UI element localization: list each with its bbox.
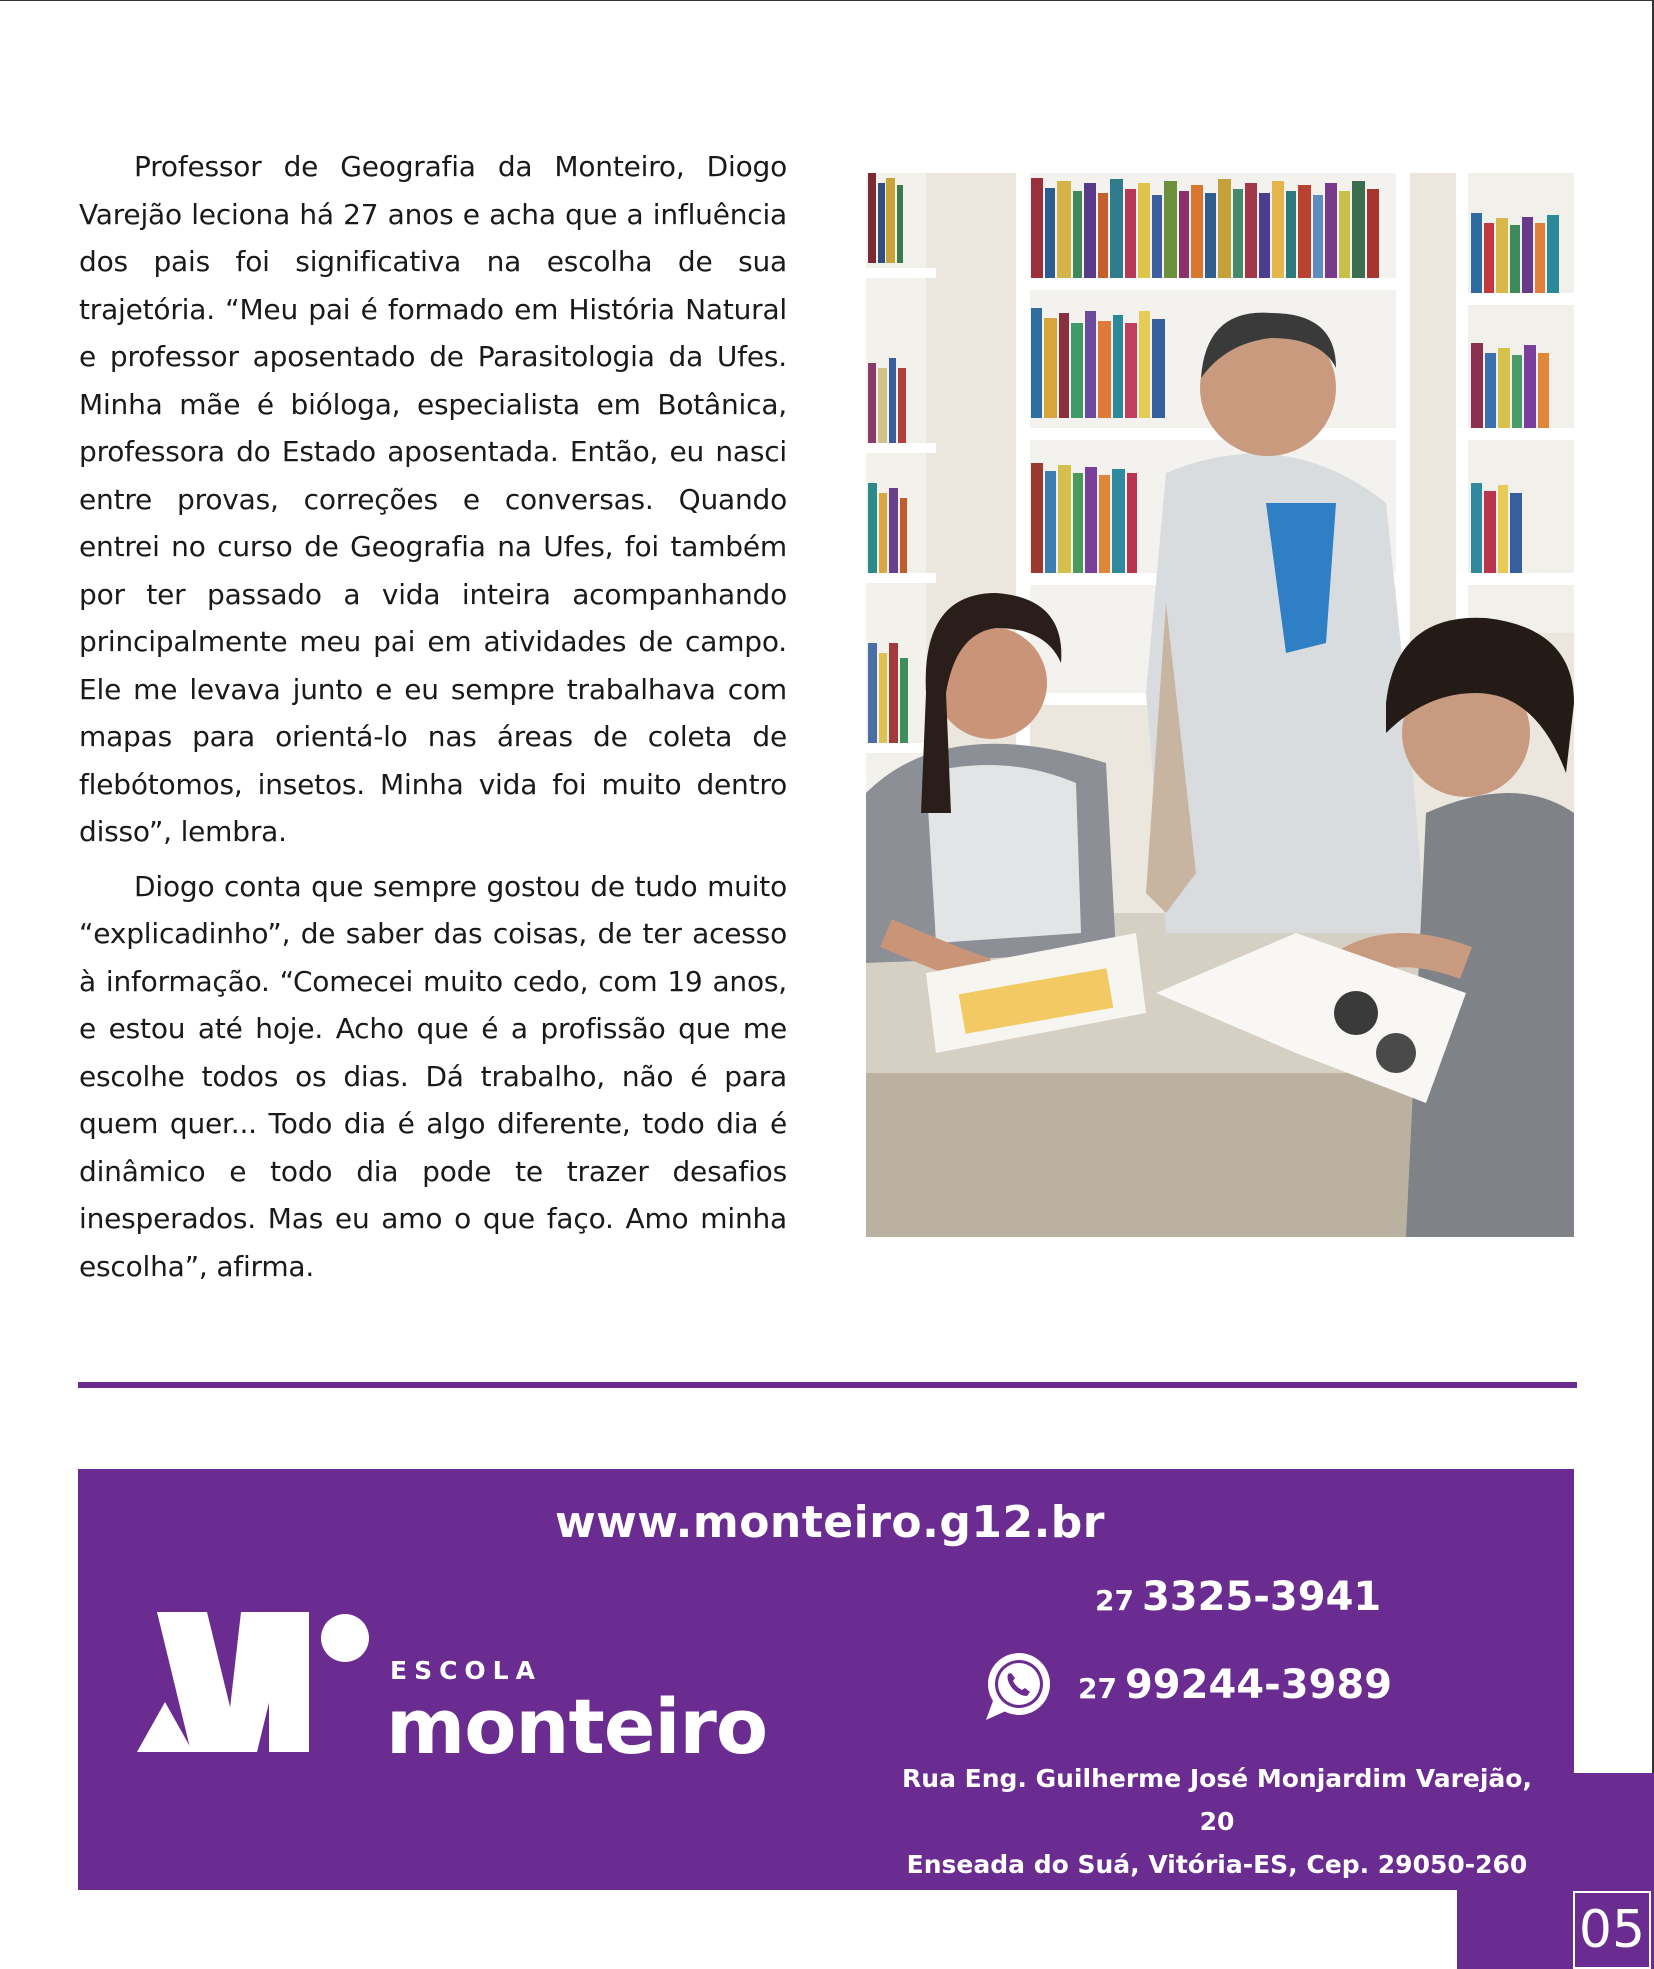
- logo-escola-text: ESCOLA: [390, 1656, 542, 1685]
- website-url[interactable]: www.monteiro.g12.br: [555, 1497, 1105, 1548]
- library-photo: [866, 173, 1574, 1237]
- article-paragraph-1: Professor de Geografia da Monteiro, Diogo Varejão leciona há 27 anos e acha que a influência dos pais foi significativa na escolha de sua trajetória. “Meu pai é formado em História Natural e professor aposentado de Parasitologia da Ufes. Minha mãe é bióloga, especialista em Botânica, professora do Estado aposentada. Então, eu nasci entre provas, correções e conversas. Quando entrei no curso de Geografia na Ufes, foi também por ter passado a vida inteira acompanhando principalmente meu pai em atividades de campo. Ele me levava junto e eu sempre trabalhava com mapas para orientá-lo nas áreas de coleta de flebótomos, insetos. Minha vida foi muito dentro disso”, lembra.: [79, 150, 787, 848]
- article-paragraph-2: Diogo conta que sempre gostou de tudo muito “explicadinho”, de saber das coisas, de ter acesso à informação. “Comecei muito cedo, com 19 anos, e estou até hoje. Acho que é a profissão que me escolhe todos os dias. Dá trabalho, não é para quem quer... Todo dia é algo diferente, todo dia é dinâmico e todo dia pode te trazer desafios inesperados. Mas eu amo o que faço. Amo minha escolha”, afirma.: [79, 869, 787, 1283]
- address-line-1: Rua Eng. Guilherme José Monjardim Varejão, 20: [902, 1764, 1532, 1836]
- section-divider: [78, 1382, 1577, 1388]
- phone-whatsapp-number: 99244-3989: [1124, 1662, 1393, 1708]
- phone-whatsapp-ddd: 27: [1078, 1672, 1117, 1705]
- page-number: 05: [1573, 1891, 1651, 1969]
- phone-landline-number: 3325-3941: [1141, 1574, 1382, 1620]
- phone-landline-ddd: 27: [1095, 1584, 1134, 1617]
- address-line-2: Enseada do Suá, Vitória-ES, Cep. 29050-260: [906, 1850, 1528, 1879]
- article-text: [79, 143, 787, 1297]
- whatsapp-icon: [982, 1650, 1054, 1722]
- phone-whatsapp[interactable]: [1078, 1662, 1392, 1708]
- address: [882, 1757, 1552, 1886]
- monteiro-logo-icon: [137, 1612, 377, 1752]
- phone-landline[interactable]: [1095, 1574, 1381, 1620]
- logo-monteiro-text: monteiro: [386, 1682, 768, 1771]
